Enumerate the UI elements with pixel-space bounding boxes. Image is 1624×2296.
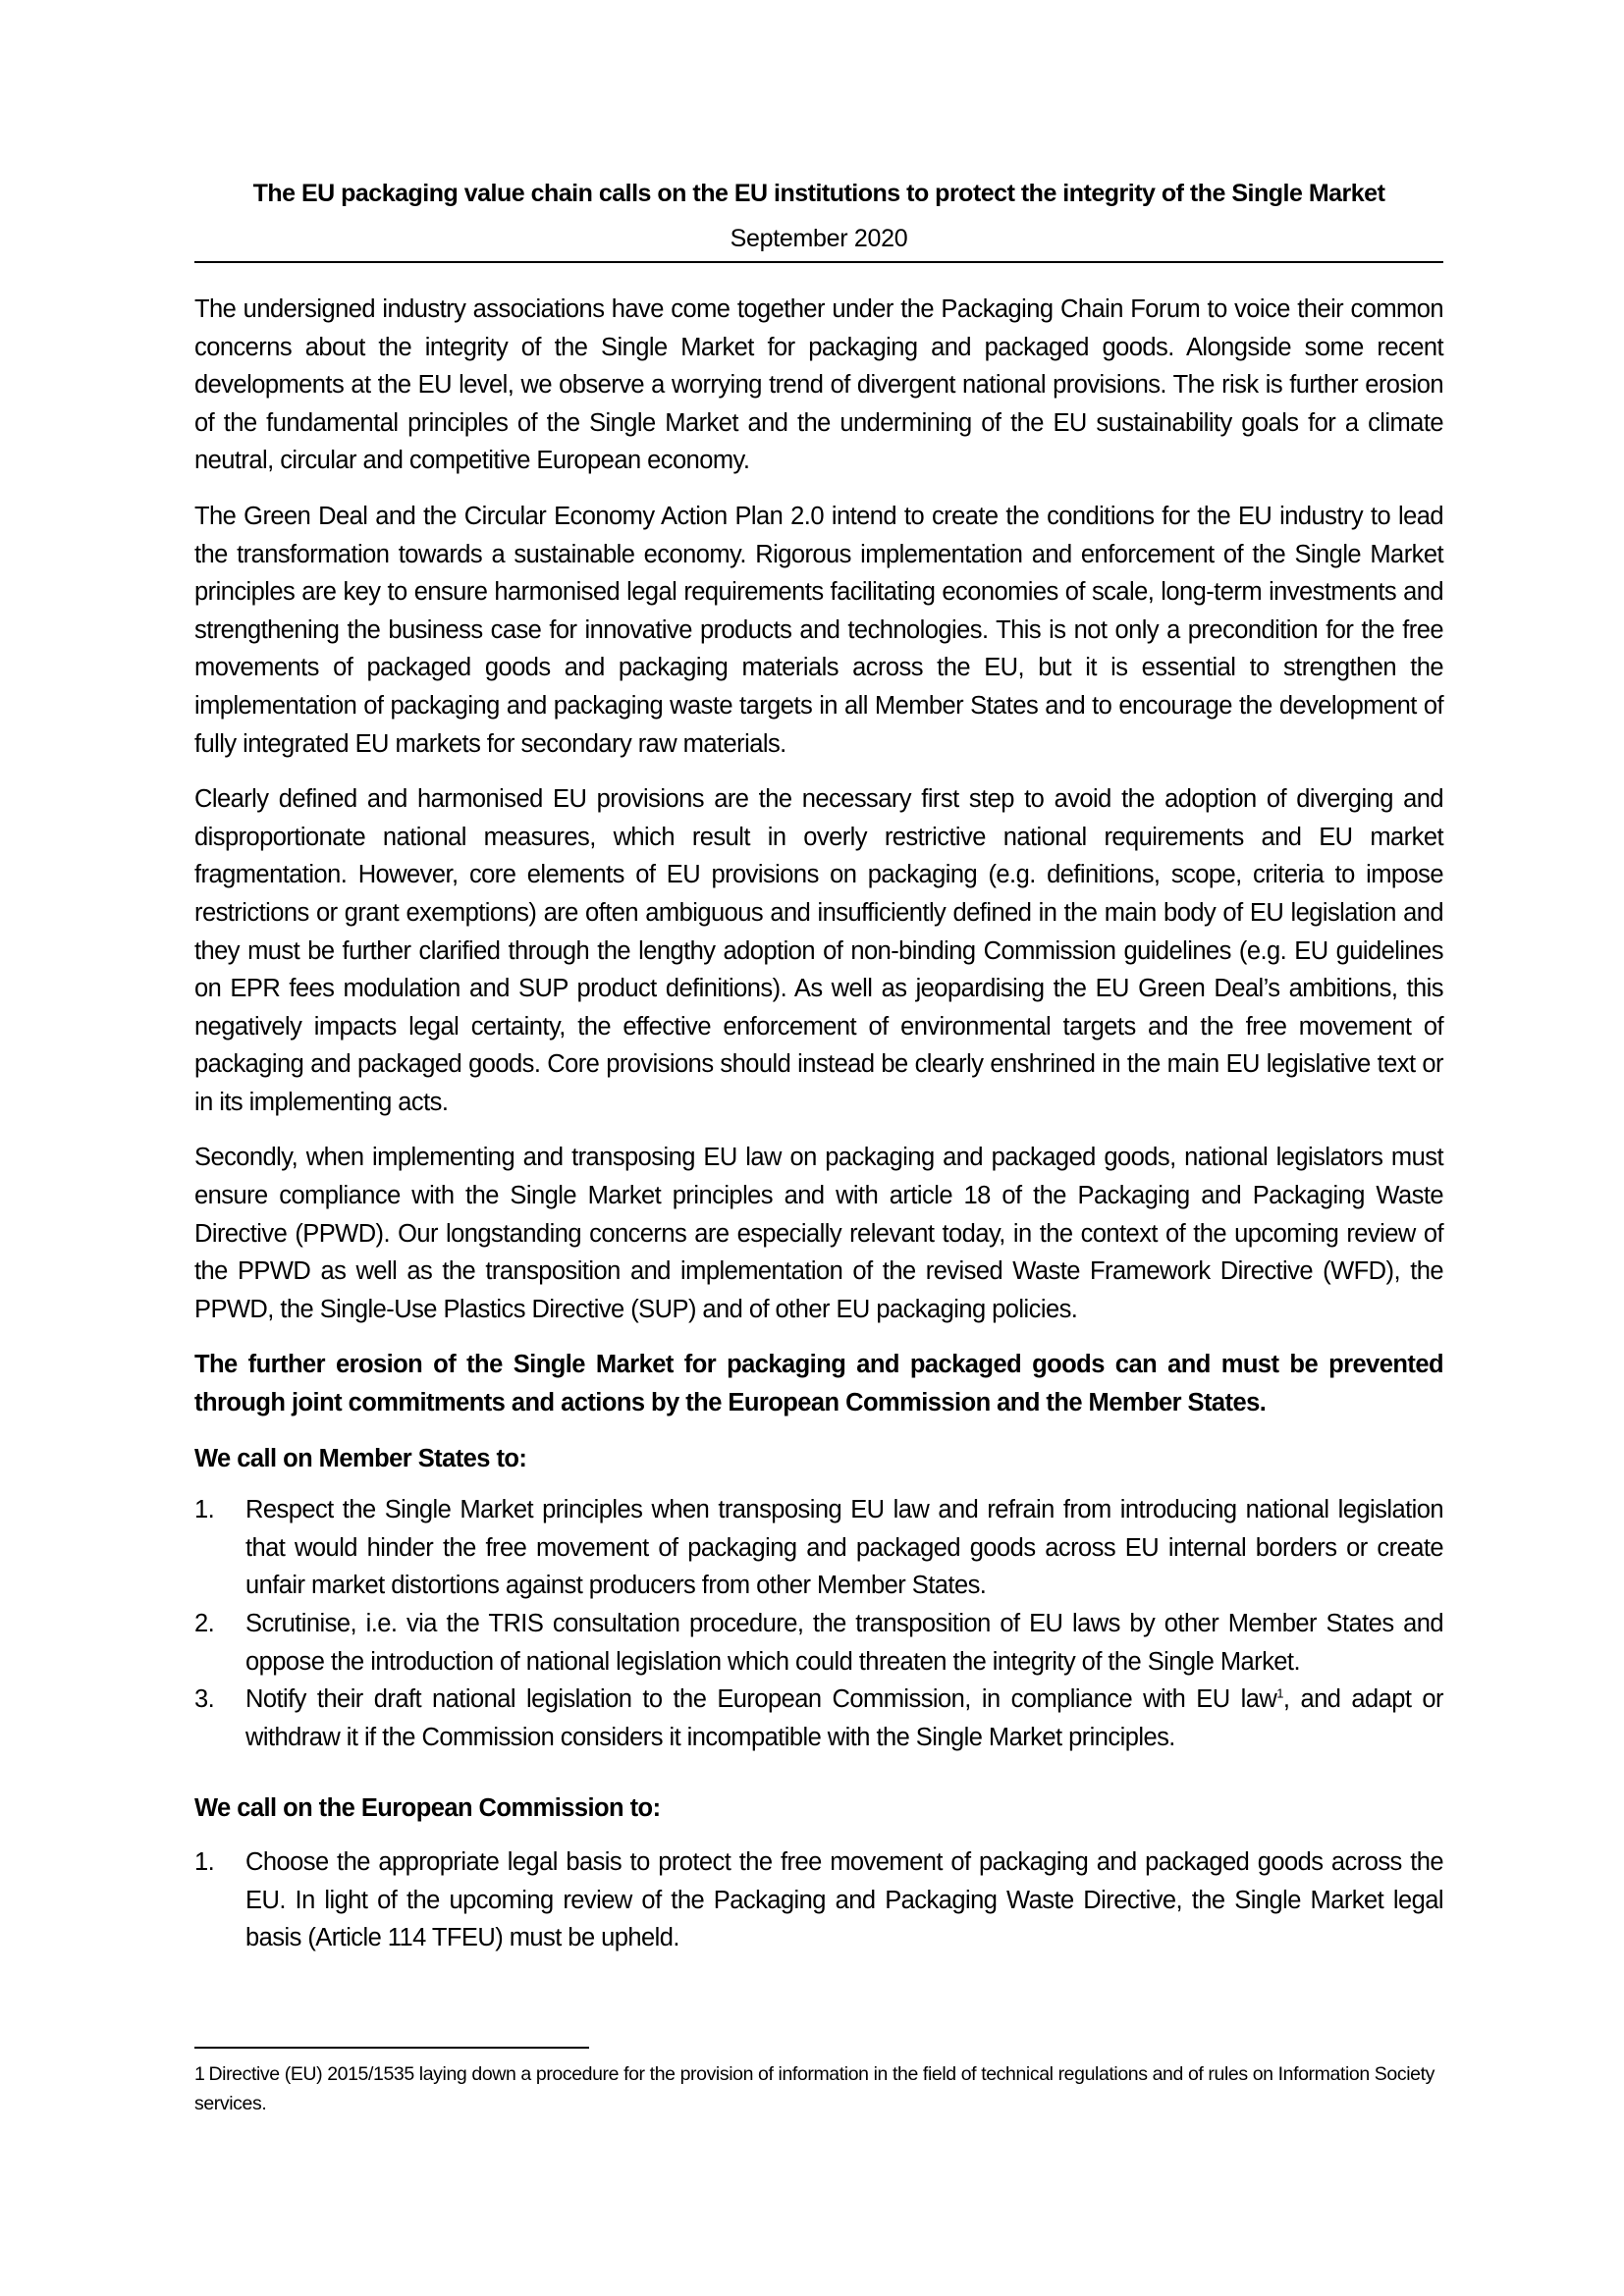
list-number: 2.	[194, 1610, 215, 1637]
list-number: 1.	[194, 1496, 215, 1524]
list-item-text-after: , and adapt or withdraw it if the Commission considers it incompatible with the Single Market principles.	[245, 1685, 1444, 1751]
list-number: 1.	[194, 1847, 215, 1876]
list-item	[194, 1681, 1443, 1756]
footnote-mark: 1	[194, 2063, 205, 2085]
list-item-text: Respect the Single Market principles when transposing EU law and refrain from introducing national legislation that would hinder the free movement of packaging and packaged goods across EU internal borders or create unfair market distortions against producers from other Member States.	[245, 1496, 1443, 1600]
paragraph-transposition: Secondly, when implementing and transposing EU law on packaging and packaged goods, national legislators must ensure compliance with the Single Market principles and with article 18 of the Packaging and Packaging Waste Directive (PPWD). Our longstanding concerns are especially relevant today, in the context of the upcoming review of the PPWD as well as the transposition and implementation of the revised Waste Framework Directive (WFD), the PPWD, the Single-Use Plastics Directive (SUP) and of other EU packaging policies.	[194, 1144, 1443, 1323]
list-number: 3.	[194, 1685, 215, 1714]
document-date: September 2020	[730, 225, 908, 252]
list-item-text: Scrutinise, i.e. via the TRIS consultation procedure, the transposition of EU laws by other Member States and oppose the introduction of national legislation which could threaten the integrity of the Single Market.	[245, 1610, 1443, 1676]
list-item-text: Notify their draft national legislation to the European Commission, in compliance with EU law	[245, 1685, 1277, 1714]
paragraph-harmonised-provisions: Clearly defined and harmonised EU provisions are the necessary first step to avoid the adoption of diverging and disproportionate national measures, which result in overly restrictive national requirements and EU market fragmentation. However, core elements of EU provisions on packaging (e.g. definitions, scope, criteria to impose restrictions or grant exemptions) are often ambiguous and insufficiently defined in the main body of EU legislation and they must be further clarified through the lengthy adoption of non-binding Commission guidelines (e.g. EU guidelines on EPR fees modulation and SUP product definitions). As well as jeopardising the EU Green Deal’s ambitions, this negatively impacts legal certainty, the effective enforcement of environmental targets and the free movement of packaging and packaged goods. Core provisions should instead be clearly enshrined in the main EU legislative text or in its implementing acts.	[194, 785, 1443, 1116]
list-item	[194, 1605, 1443, 1681]
member-states-heading: We call on Member States to:	[194, 1444, 527, 1472]
footnote-divider	[194, 2047, 589, 2049]
title-divider	[194, 261, 1443, 263]
list-item-text: Choose the appropriate legal basis to protect the free movement of packaging and packaged goods across the EU. In light of the upcoming review of the Packaging and Packaging Waste Directive, the Single Market legal basis (Article 114 TFEU) must be upheld.	[245, 1847, 1443, 1952]
paragraph-green-deal: The Green Deal and the Circular Economy Action Plan 2.0 intend to create the conditions for the EU industry to lead the transformation towards a sustainable economy. Rigorous implementation and enforcement of the Single Market principles are key to ensure harmonised legal requirements facilitating economies of scale, long-term investments and strengthening the business case for innovative products and technologies. This is not only a precondition for the free movements of packaged goods and packaging materials across the EU, but it is essential to strengthen the implementation of packaging and packaging waste targets in all Member States and to encourage the development of fully integrated EU markets for secondary raw materials.	[194, 502, 1443, 758]
list-item	[194, 1491, 1443, 1605]
footnote-reference[interactable]: 1	[1276, 1685, 1283, 1701]
bold-statement: The further erosion of the Single Market for packaging and packaged goods can and must be prevented through joint commitments and actions by the European Commission and the Member States.	[194, 1351, 1443, 1417]
commission-heading: We call on the European Commission to:	[194, 1794, 661, 1823]
member-states-list	[194, 1491, 1443, 1756]
footnote	[194, 2059, 1443, 2118]
footnote-text: Directive (EU) 2015/1535 laying down a procedure for the provision of information in the field of technical regulations and of rules on Information Society services.	[194, 2063, 1435, 2114]
list-item	[194, 1843, 1443, 1957]
paragraph-intro: The undersigned industry associations have come together under the Packaging Chain Forum to voice their common concerns about the integrity of the Single Market for packaging and packaged goods. Alongside some recent developments at the EU level, we observe a worrying trend of divergent national provisions. The risk is further erosion of the fundamental principles of the Single Market and the undermining of the EU sustainability goals for a climate neutral, circular and competitive European economy.	[194, 295, 1443, 475]
commission-list	[194, 1843, 1443, 1957]
document-body	[194, 177, 1443, 1957]
document-title: The EU packaging value chain calls on the EU institutions to protect the integrity of the Single Market	[252, 180, 1385, 207]
